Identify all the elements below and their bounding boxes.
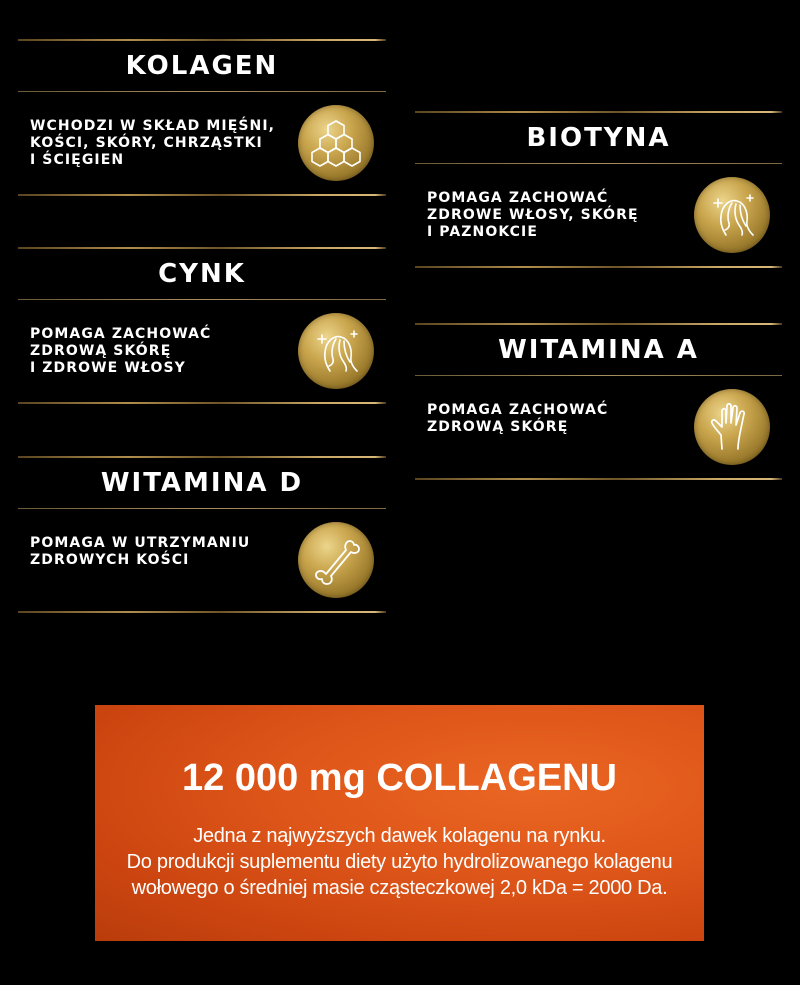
banner-line-2: Do produkcji suplementu diety użyto hydrolizowanego kolagenu (126, 851, 673, 873)
card-title: CYNK (158, 259, 246, 289)
card-bottom-border (415, 266, 782, 268)
card-biotyna (415, 111, 782, 268)
banner-line-1: Jedna z najwyższych dawek kolagenu na rynku. (193, 825, 606, 847)
card-title: BIOTYNA (526, 123, 671, 153)
collagen-banner (95, 705, 704, 941)
card-title: WITAMINA A (498, 335, 699, 365)
banner-title: 12 000 mg COLLAGENU (182, 757, 617, 799)
card-description: POMAGA ZACHOWAĆ ZDROWĄ SKÓRĘ (427, 402, 609, 435)
hand-icon (694, 389, 770, 465)
card-title: WITAMINA D (100, 468, 304, 498)
card-witamina-a (415, 323, 782, 480)
card-title: KOLAGEN (125, 51, 279, 81)
card-bottom-border (18, 194, 386, 196)
hair-face-icon (694, 177, 770, 253)
card-bottom-border (415, 478, 782, 480)
banner-description (95, 823, 704, 901)
card-cynk (18, 247, 386, 404)
card-bottom-border (18, 402, 386, 404)
card-witamina-d (18, 456, 386, 613)
card-description: POMAGA ZACHOWAĆ ZDROWE WŁOSY, SKÓRĘ I PAZNOKCIE (427, 190, 639, 240)
card-bottom-border (18, 611, 386, 613)
card-description: WCHODZI W SKŁAD MIĘŚNI, KOŚCI, SKÓRY, CHRZĄSTKI I ŚCIĘGIEN (30, 118, 276, 168)
banner-line-3: wołowego o średniej masie cząsteczkowej 2,0 kDa = 2000 Da. (131, 877, 668, 899)
molecule-icon (298, 105, 374, 181)
card-kolagen (18, 39, 386, 196)
bone-icon (298, 522, 374, 598)
card-description: POMAGA W UTRZYMANIU ZDROWYCH KOŚCI (30, 535, 251, 568)
hair-face-icon (298, 313, 374, 389)
card-description: POMAGA ZACHOWAĆ ZDROWĄ SKÓRĘ I ZDROWE WŁOSY (30, 326, 212, 376)
